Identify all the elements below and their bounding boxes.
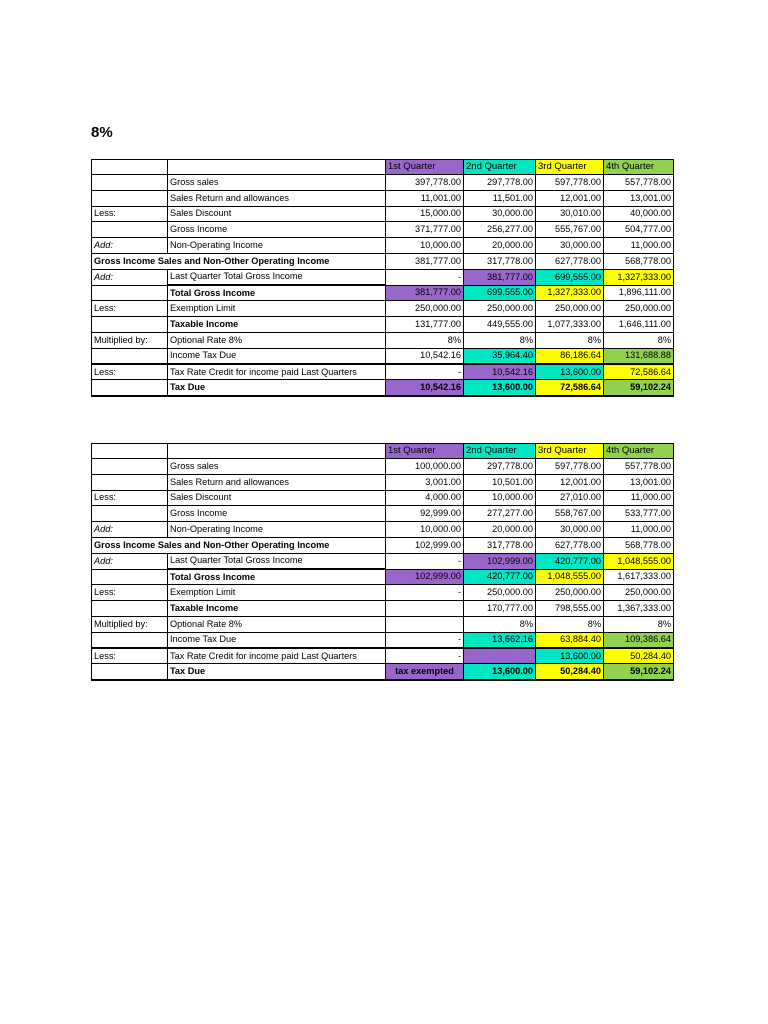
value-cell: 86,186.64	[536, 348, 604, 364]
row-prefix: Multiplied by:	[92, 616, 168, 632]
table-row	[92, 238, 674, 254]
row-prefix	[92, 474, 168, 490]
value-cell: 1,048,555.00	[536, 569, 604, 585]
row-prefix	[92, 317, 168, 333]
row-prefix	[92, 506, 168, 522]
value-cell: 256,277.00	[464, 222, 536, 238]
value-cell: 8%	[604, 332, 674, 348]
row-prefix: Add:	[92, 553, 168, 569]
value-cell: 597,778.00	[536, 459, 604, 475]
value-cell: 381,777.00	[464, 269, 536, 285]
row-label: Tax Rate Credit for income paid Last Quarters	[168, 364, 386, 380]
row-label: Sales Discount	[168, 206, 386, 222]
table-row	[92, 301, 674, 317]
value-cell: 699,555.00	[536, 269, 604, 285]
row-label: Last Quarter Total Gross Income	[168, 553, 386, 569]
row-prefix: Add:	[92, 238, 168, 254]
value-cell: 8%	[464, 332, 536, 348]
value-cell: 557,778.00	[604, 175, 674, 191]
value-cell: 102,999.00	[464, 553, 536, 569]
header-blank-cell	[168, 444, 386, 459]
table-row	[92, 648, 674, 664]
value-cell	[386, 616, 464, 632]
table-row	[92, 222, 674, 238]
value-cell: 102,999.00	[386, 537, 464, 553]
tax-table-2	[91, 443, 674, 681]
value-cell: -	[386, 585, 464, 601]
row-label: Non-Operating Income	[168, 522, 386, 538]
row-label: Income Tax Due	[168, 632, 386, 648]
row-prefix: Less:	[92, 585, 168, 601]
table-row	[92, 632, 674, 648]
value-cell: 92,999.00	[386, 506, 464, 522]
row-label: Gross Income Sales and Non-Other Operating Income	[92, 253, 386, 269]
value-cell: 1,327,333.00	[604, 269, 674, 285]
row-prefix	[92, 664, 168, 680]
table-row	[92, 616, 674, 632]
table-row	[92, 537, 674, 553]
table-row	[92, 585, 674, 601]
value-cell: 250,000.00	[604, 585, 674, 601]
value-cell: 12,001.00	[536, 190, 604, 206]
value-cell: 1,646,111.00	[604, 317, 674, 333]
row-label: Tax Due	[168, 380, 386, 396]
row-label: Total Gross Income	[168, 285, 386, 301]
header-blank-cell	[92, 444, 168, 459]
value-cell: 1,327,333.00	[536, 285, 604, 301]
value-cell: 30,000.00	[536, 522, 604, 538]
value-cell: 597,778.00	[536, 175, 604, 191]
table-row	[92, 474, 674, 490]
value-cell: 798,555.00	[536, 601, 604, 617]
value-cell: 317,778.00	[464, 253, 536, 269]
value-cell: 250,000.00	[386, 301, 464, 317]
row-prefix: Less:	[92, 490, 168, 506]
value-cell: 420,777.00	[536, 553, 604, 569]
value-cell: 568,778.00	[604, 537, 674, 553]
table-row	[92, 506, 674, 522]
row-prefix: Less:	[92, 301, 168, 317]
row-label: Non-Operating Income	[168, 238, 386, 254]
value-cell: 59,102.24	[604, 664, 674, 680]
value-cell: 504,777.00	[604, 222, 674, 238]
value-cell: 170,777.00	[464, 601, 536, 617]
table-row	[92, 206, 674, 222]
row-prefix	[92, 190, 168, 206]
row-label: Gross sales	[168, 175, 386, 191]
value-cell: 10,501.00	[464, 474, 536, 490]
row-label: Sales Discount	[168, 490, 386, 506]
row-prefix: Less:	[92, 364, 168, 380]
value-cell	[464, 648, 536, 664]
value-cell: 371,777.00	[386, 222, 464, 238]
value-cell: 1,077,333.00	[536, 317, 604, 333]
row-label: Exemption Limit	[168, 301, 386, 317]
value-cell: -	[386, 553, 464, 569]
value-cell: 627,778.00	[536, 253, 604, 269]
value-cell: 20,000.00	[464, 238, 536, 254]
value-cell: 8%	[464, 616, 536, 632]
value-cell: 13,001.00	[604, 474, 674, 490]
value-cell: 8%	[604, 616, 674, 632]
value-cell: 10,542.16	[386, 348, 464, 364]
table-row	[92, 190, 674, 206]
row-label: Optional Rate 8%	[168, 332, 386, 348]
table-row	[92, 269, 674, 285]
value-cell: 1,048,555.00	[604, 553, 674, 569]
value-cell: 11,000.00	[604, 522, 674, 538]
table-row	[92, 285, 674, 301]
value-cell: 10,000.00	[464, 490, 536, 506]
value-cell: 15,000.00	[386, 206, 464, 222]
value-cell: 102,999.00	[386, 569, 464, 585]
header-blank-cell	[92, 160, 168, 175]
value-cell: 72,586.64	[536, 380, 604, 396]
header-blank-cell	[168, 160, 386, 175]
value-cell: 8%	[536, 332, 604, 348]
row-label: Exemption Limit	[168, 585, 386, 601]
tax-table-1	[91, 159, 674, 397]
value-cell: 50,284.40	[536, 664, 604, 680]
value-cell: 11,000.00	[604, 490, 674, 506]
quarter-header: 1st Quarter	[386, 160, 464, 175]
value-cell: 277,277.00	[464, 506, 536, 522]
value-cell: 250,000.00	[536, 585, 604, 601]
table-row	[92, 553, 674, 569]
row-label: Gross Income Sales and Non-Other Operating Income	[92, 537, 386, 553]
value-cell: 30,000.00	[536, 238, 604, 254]
value-cell: 131,777.00	[386, 317, 464, 333]
value-cell: 3,001.00	[386, 474, 464, 490]
value-cell: 381,777.00	[386, 253, 464, 269]
table-row	[92, 522, 674, 538]
value-cell: 10,542.16	[464, 364, 536, 380]
value-cell: 555,767.00	[536, 222, 604, 238]
value-cell: -	[386, 648, 464, 664]
value-cell: 1,896,111.00	[604, 285, 674, 301]
value-cell: -	[386, 269, 464, 285]
quarter-header: 4th Quarter	[604, 160, 674, 175]
row-prefix	[92, 569, 168, 585]
value-cell: 8%	[536, 616, 604, 632]
table-row	[92, 317, 674, 333]
value-cell: 13,600.00	[536, 648, 604, 664]
quarter-header: 4th Quarter	[604, 444, 674, 459]
row-label: Taxable Income	[168, 601, 386, 617]
value-cell: 13,600.00	[536, 364, 604, 380]
value-cell: 100,000.00	[386, 459, 464, 475]
row-prefix: Multiplied by:	[92, 332, 168, 348]
row-prefix	[92, 380, 168, 396]
value-cell: 50,284.40	[604, 648, 674, 664]
page-heading: 8%	[91, 124, 113, 141]
row-prefix	[92, 222, 168, 238]
value-cell: 4,000.00	[386, 490, 464, 506]
value-cell: 8%	[386, 332, 464, 348]
row-label: Gross Income	[168, 222, 386, 238]
value-cell: 13,001.00	[604, 190, 674, 206]
table-row	[92, 380, 674, 396]
value-cell: 72,586.64	[604, 364, 674, 380]
value-cell: 11,001.00	[386, 190, 464, 206]
value-cell: 568,778.00	[604, 253, 674, 269]
value-cell: 13,662.16	[464, 632, 536, 648]
row-label: Optional Rate 8%	[168, 616, 386, 632]
table-row	[92, 664, 674, 680]
value-cell: 627,778.00	[536, 537, 604, 553]
row-prefix: Add:	[92, 522, 168, 538]
table-row	[92, 253, 674, 269]
quarter-header: 3rd Quarter	[536, 160, 604, 175]
value-cell: 35,964.40	[464, 348, 536, 364]
value-cell: tax exempted	[386, 664, 464, 680]
table-row	[92, 601, 674, 617]
value-cell: 397,778.00	[386, 175, 464, 191]
value-cell: 250,000.00	[536, 301, 604, 317]
value-cell: 250,000.00	[604, 301, 674, 317]
value-cell: 10,000.00	[386, 522, 464, 538]
value-cell: 59,102.24	[604, 380, 674, 396]
row-prefix: Less:	[92, 206, 168, 222]
row-prefix	[92, 632, 168, 648]
quarter-header: 2nd Quarter	[464, 444, 536, 459]
row-label: Income Tax Due	[168, 348, 386, 364]
value-cell: -	[386, 364, 464, 380]
value-cell: 558,767.00	[536, 506, 604, 522]
value-cell: 317,778.00	[464, 537, 536, 553]
value-cell: 449,555.00	[464, 317, 536, 333]
value-cell: 420,777.00	[464, 569, 536, 585]
value-cell: 109,386.64	[604, 632, 674, 648]
quarter-header: 2nd Quarter	[464, 160, 536, 175]
value-cell: 533,777.00	[604, 506, 674, 522]
row-label: Tax Rate Credit for income paid Last Quarters	[168, 648, 386, 664]
value-cell: 557,778.00	[604, 459, 674, 475]
value-cell: 30,000.00	[464, 206, 536, 222]
value-cell: 10,000.00	[386, 238, 464, 254]
quarter-header: 1st Quarter	[386, 444, 464, 459]
table-row	[92, 175, 674, 191]
table-row	[92, 459, 674, 475]
table-row	[92, 332, 674, 348]
value-cell: 13,600.00	[464, 380, 536, 396]
value-cell: 1,367,333.00	[604, 601, 674, 617]
value-cell: 12,001.00	[536, 474, 604, 490]
value-cell: 27,010.00	[536, 490, 604, 506]
value-cell: -	[386, 632, 464, 648]
value-cell: 297,778.00	[464, 459, 536, 475]
table-row	[92, 364, 674, 380]
row-prefix: Add:	[92, 269, 168, 285]
table-row	[92, 569, 674, 585]
value-cell: 250,000.00	[464, 301, 536, 317]
row-label: Taxable Income	[168, 317, 386, 333]
value-cell: 11,000.00	[604, 238, 674, 254]
row-prefix	[92, 175, 168, 191]
value-cell: 13,600.00	[464, 664, 536, 680]
quarter-header: 3rd Quarter	[536, 444, 604, 459]
row-label: Sales Return and allowances	[168, 190, 386, 206]
value-cell: 297,778.00	[464, 175, 536, 191]
value-cell: 10,542.16	[386, 380, 464, 396]
value-cell: 381,777.00	[386, 285, 464, 301]
value-cell: 63,884.40	[536, 632, 604, 648]
value-cell: 250,000.00	[464, 585, 536, 601]
row-prefix	[92, 348, 168, 364]
value-cell: 30,010.00	[536, 206, 604, 222]
row-label: Last Quarter Total Gross Income	[168, 269, 386, 285]
value-cell: 699,555.00	[464, 285, 536, 301]
header-row	[92, 444, 674, 459]
value-cell: 1,617,333.00	[604, 569, 674, 585]
value-cell	[386, 601, 464, 617]
value-cell: 131,688.88	[604, 348, 674, 364]
row-prefix	[92, 285, 168, 301]
row-label: Tax Due	[168, 664, 386, 680]
row-label: Total Gross Income	[168, 569, 386, 585]
header-row	[92, 160, 674, 175]
row-prefix	[92, 459, 168, 475]
row-label: Gross Income	[168, 506, 386, 522]
table-row	[92, 348, 674, 364]
value-cell: 11,501.00	[464, 190, 536, 206]
value-cell: 20,000.00	[464, 522, 536, 538]
row-prefix	[92, 601, 168, 617]
row-label: Sales Return and allowances	[168, 474, 386, 490]
row-label: Gross sales	[168, 459, 386, 475]
table-row	[92, 490, 674, 506]
value-cell: 40,000.00	[604, 206, 674, 222]
row-prefix: Less:	[92, 648, 168, 664]
